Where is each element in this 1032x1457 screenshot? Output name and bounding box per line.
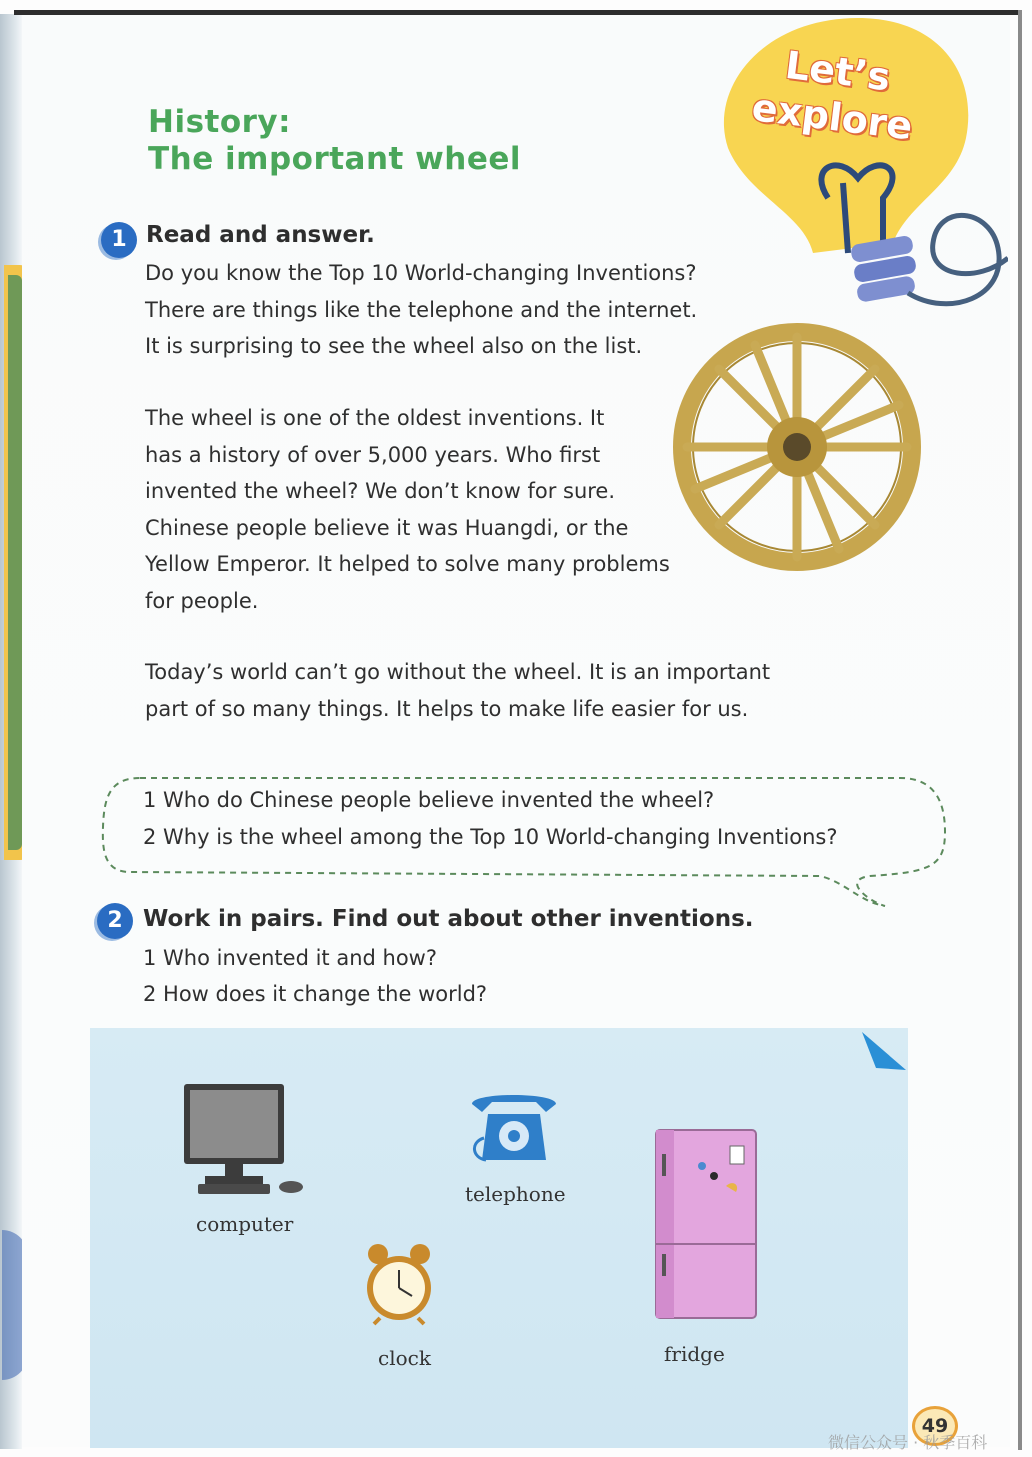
paragraph-line: invented the wheel? We don’t know for sure. — [145, 479, 616, 503]
title-line-1: History: — [148, 104, 292, 140]
computer-icon — [180, 1080, 310, 1200]
chapter-tab-inner — [8, 275, 22, 850]
section-number-2: 2 — [97, 903, 133, 939]
question-2: 2 Why is the wheel among the Top 10 World-changing Inventions? — [143, 825, 838, 849]
paragraph-line: Today’s world can’t go without the wheel. It is an important — [145, 660, 771, 684]
page-title — [148, 104, 521, 178]
fridge-icon — [652, 1126, 760, 1322]
computer-label: computer — [196, 1212, 294, 1236]
paragraph-line: It is surprising to see the wheel also on the list. — [145, 334, 643, 358]
title-line-2: The important wheel — [148, 141, 522, 177]
badge-line-1: Let’s — [782, 42, 893, 100]
badge-line-2: explore — [749, 85, 915, 149]
wheel-icon — [672, 322, 922, 572]
paragraph-line: for people. — [145, 588, 259, 613]
paragraph-line: Do you know the Top 10 World-changing Inventions? — [145, 261, 697, 285]
prompt-1: 1 Who invented it and how? — [143, 946, 437, 970]
section-number-1: 1 — [101, 222, 137, 258]
paragraph-line: The wheel is one of the oldest inventions. It — [145, 406, 605, 430]
telephone-icon — [466, 1088, 562, 1164]
paragraph-line: part of so many things. It helps to make life easier for us. — [145, 696, 749, 721]
fridge-label: fridge — [664, 1342, 725, 1366]
prompt-2: 2 How does it change the world? — [143, 982, 488, 1006]
section-2-heading: Work in pairs. Find out about other inventions. — [143, 906, 754, 932]
paragraph-2 — [145, 400, 670, 619]
paragraph-line: Chinese people believe it was Huangdi, or the — [145, 515, 629, 540]
clock-label: clock — [378, 1346, 431, 1370]
clock-icon — [362, 1242, 436, 1326]
watermark: 微信公众号 · 秋季百科 — [828, 1433, 988, 1452]
paragraph-3 — [145, 654, 770, 727]
telephone-label: telephone — [465, 1182, 566, 1206]
page-number: 49 — [912, 1406, 958, 1446]
paragraph-line: has a history of over 5,000 years. Who first — [145, 442, 601, 467]
question-1: 1 Who do Chinese people believe invented the wheel? — [143, 788, 715, 812]
section-1-heading: Read and answer. — [146, 222, 375, 248]
paragraph-1 — [145, 255, 697, 365]
corner-triangle-icon — [862, 1032, 908, 1072]
paragraph-line: Yellow Emperor. It helped to solve many problems — [145, 552, 670, 576]
paragraph-line: There are things like the telephone and the internet. — [145, 297, 698, 322]
book-right-edge — [1018, 10, 1022, 1450]
